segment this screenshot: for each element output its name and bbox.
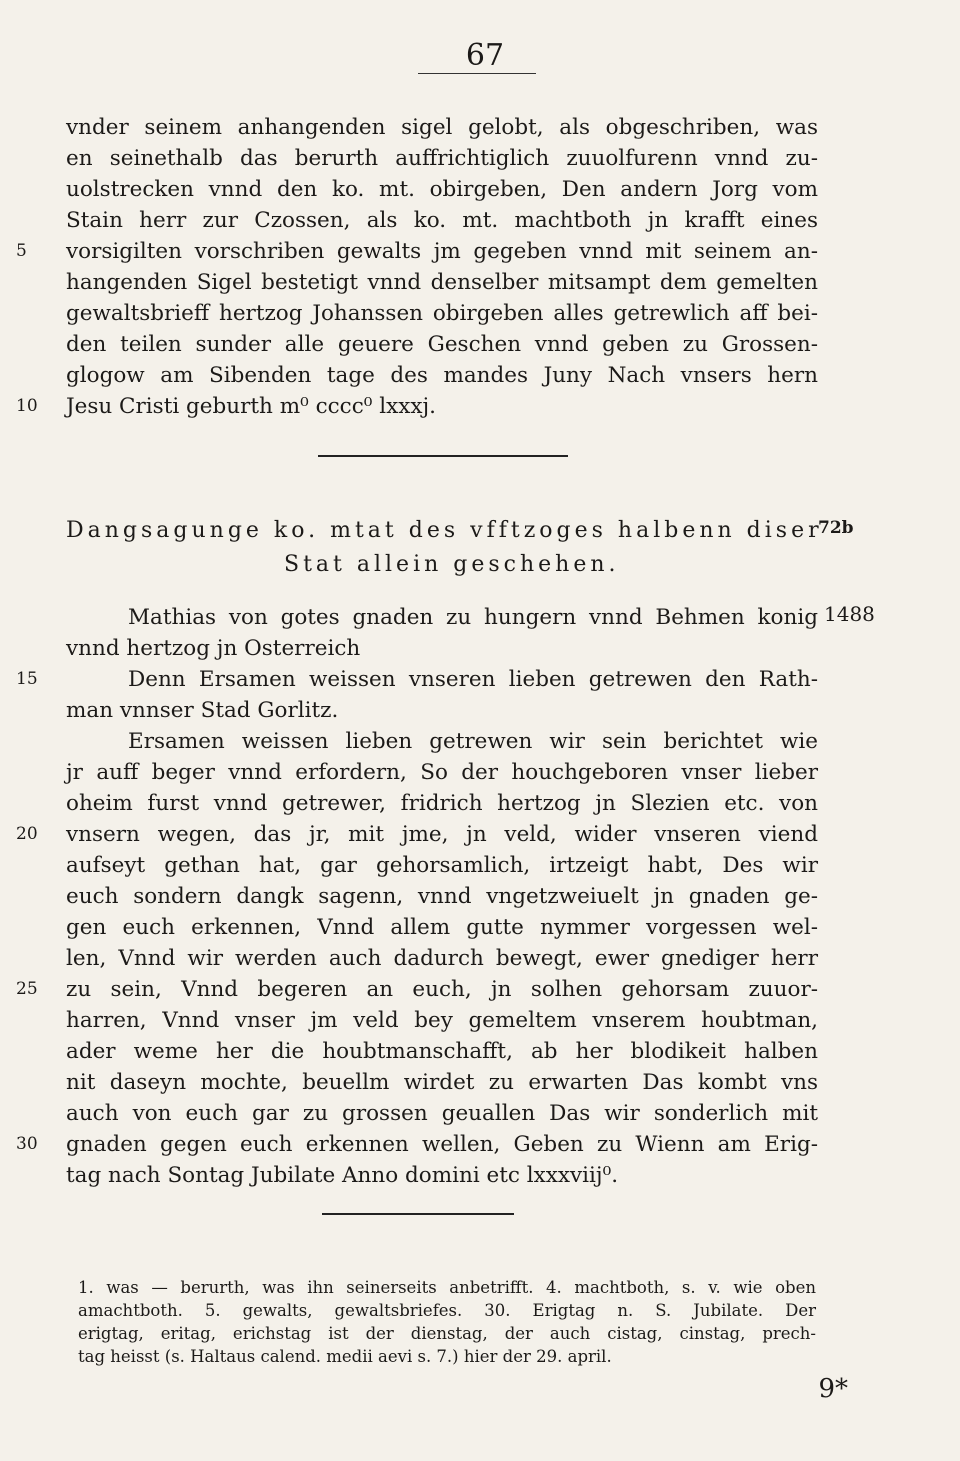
footnote-line: erigtag, eritag, erichstag ist der dienstag, der auch cistag, cinstag, prech- — [78, 1324, 816, 1343]
signature-mark: 9* — [818, 1374, 848, 1404]
text-line: ader weme her die houbtmanschafft, ab her blodikeit halben — [66, 1039, 818, 1064]
section-divider — [318, 455, 568, 457]
text-line: jr auff beger vnnd erfordern, So der houchgeboren vnser lieber — [66, 760, 818, 785]
heading-line-1: Dangsagunge ko. mtat des vfftzoges halbenn diser — [66, 518, 823, 543]
top-text-block — [16, 112, 818, 422]
heading-line-2: Stat allein geschehen. — [284, 552, 620, 577]
text-line: 10 Jesu Cristi geburth m⁰ cccc⁰ lxxxj. — [66, 391, 818, 422]
footnote-divider — [322, 1213, 514, 1215]
text-line: nit daseyn mochte, beuellm wirdet zu erwarten Das kombt vns — [66, 1070, 818, 1095]
text-line: auch von euch gar zu grossen geuallen Das wir sonderlich mit — [66, 1101, 818, 1126]
footnote-line: 1. was — berurth, was ihn seinerseits anbetrifft. 4. machtboth, s. v. wie oben — [78, 1278, 816, 1297]
text-line: aufseyt gethan hat, gar gehorsamlich, irtzeigt habt, Des wir — [66, 853, 818, 878]
folio-reference: 72b — [818, 518, 854, 538]
year-note: 1488 — [824, 602, 875, 626]
text-line: Ersamen weissen lieben getrewen wir sein berichtet wie — [128, 729, 818, 754]
text-line: 20 vnsern wegen, das jr, mit jme, jn veld, wider vnseren viend — [66, 819, 818, 850]
text-line: Mathias von gotes gnaden zu hungern vnnd Behmen konig — [128, 605, 818, 630]
text-line: glogow am Sibenden tage des mandes Juny Nach vnsers hern — [66, 363, 818, 388]
text-line: harren, Vnnd vnser jm veld bey gemeltem vnserem houbtman, — [66, 1008, 818, 1033]
line-number: 10 — [16, 396, 38, 416]
text-line: hangenden Sigel bestetigt vnnd denselber mitsampt dem gemelten — [66, 270, 818, 295]
footnotes — [78, 1276, 816, 1368]
line-number: 30 — [16, 1134, 38, 1154]
text-line: vnnd hertzog jn Osterreich — [66, 636, 361, 661]
line-number: 5 — [16, 241, 27, 261]
text-line: len, Vnnd wir werden auch dadurch bewegt, ewer gnediger herr — [66, 946, 818, 971]
text-line: den teilen sunder alle geuere Geschen vnnd geben zu Grossen- — [66, 332, 818, 357]
text-line: 15 Denn Ersamen weissen vnseren lieben getrewen den Rath- — [66, 664, 818, 695]
footnote-line: amachtboth. 5. gewalts, gewaltsbriefes. 30. Erigtag n. S. Jubilate. Der — [78, 1301, 816, 1320]
section-heading — [66, 514, 823, 582]
text-line: vnder seinem anhangenden sigel gelobt, als obgeschriben, was — [66, 115, 818, 140]
text-line: Stain herr zur Czossen, als ko. mt. machtboth jn krafft eines — [66, 208, 818, 233]
text-line: 25 zu sein, Vnnd begeren an euch, jn solhen gehorsam zuuor- — [66, 974, 818, 1005]
text-line: uolstrecken vnnd den ko. mt. obirgeben, Den andern Jorg vom — [66, 177, 818, 202]
text-line: euch sondern dangk sagenn, vnnd vngetzweiuelt jn gnaden ge- — [66, 884, 818, 909]
letter-block — [16, 602, 818, 1191]
text-line: tag nach Sontag Jubilate Anno domini etc lxxxviij⁰. — [66, 1163, 619, 1188]
line-number: 20 — [16, 824, 38, 844]
text-line: 5 vorsigilten vorschriben gewalts jm gegeben vnnd mit seinem an- — [66, 236, 818, 267]
footnote-line: tag heisst (s. Haltaus calend. medii aevi s. 7.) hier der 29. april. — [78, 1347, 612, 1366]
page-number: 67 — [465, 38, 505, 73]
text-line: 30 gnaden gegen euch erkennen wellen, Geben zu Wienn am Erig- — [66, 1129, 818, 1160]
text-line: en seinethalb das berurth auffrichtiglich zuuolfurenn vnnd zu- — [66, 146, 818, 171]
text-line: man vnnser Stad Gorlitz. — [66, 698, 339, 723]
line-number: 15 — [16, 669, 38, 689]
text-line: gewaltsbrieff hertzog Johanssen obirgeben alles getrewlich aff bei- — [66, 301, 818, 326]
page-number-rule — [418, 73, 536, 74]
line-number: 25 — [16, 979, 38, 999]
text-line: oheim furst vnnd getrewer, fridrich hertzog jn Slezien etc. von — [66, 791, 818, 816]
text-line: gen euch erkennen, Vnnd allem gutte nymmer vorgessen wel- — [66, 915, 818, 940]
